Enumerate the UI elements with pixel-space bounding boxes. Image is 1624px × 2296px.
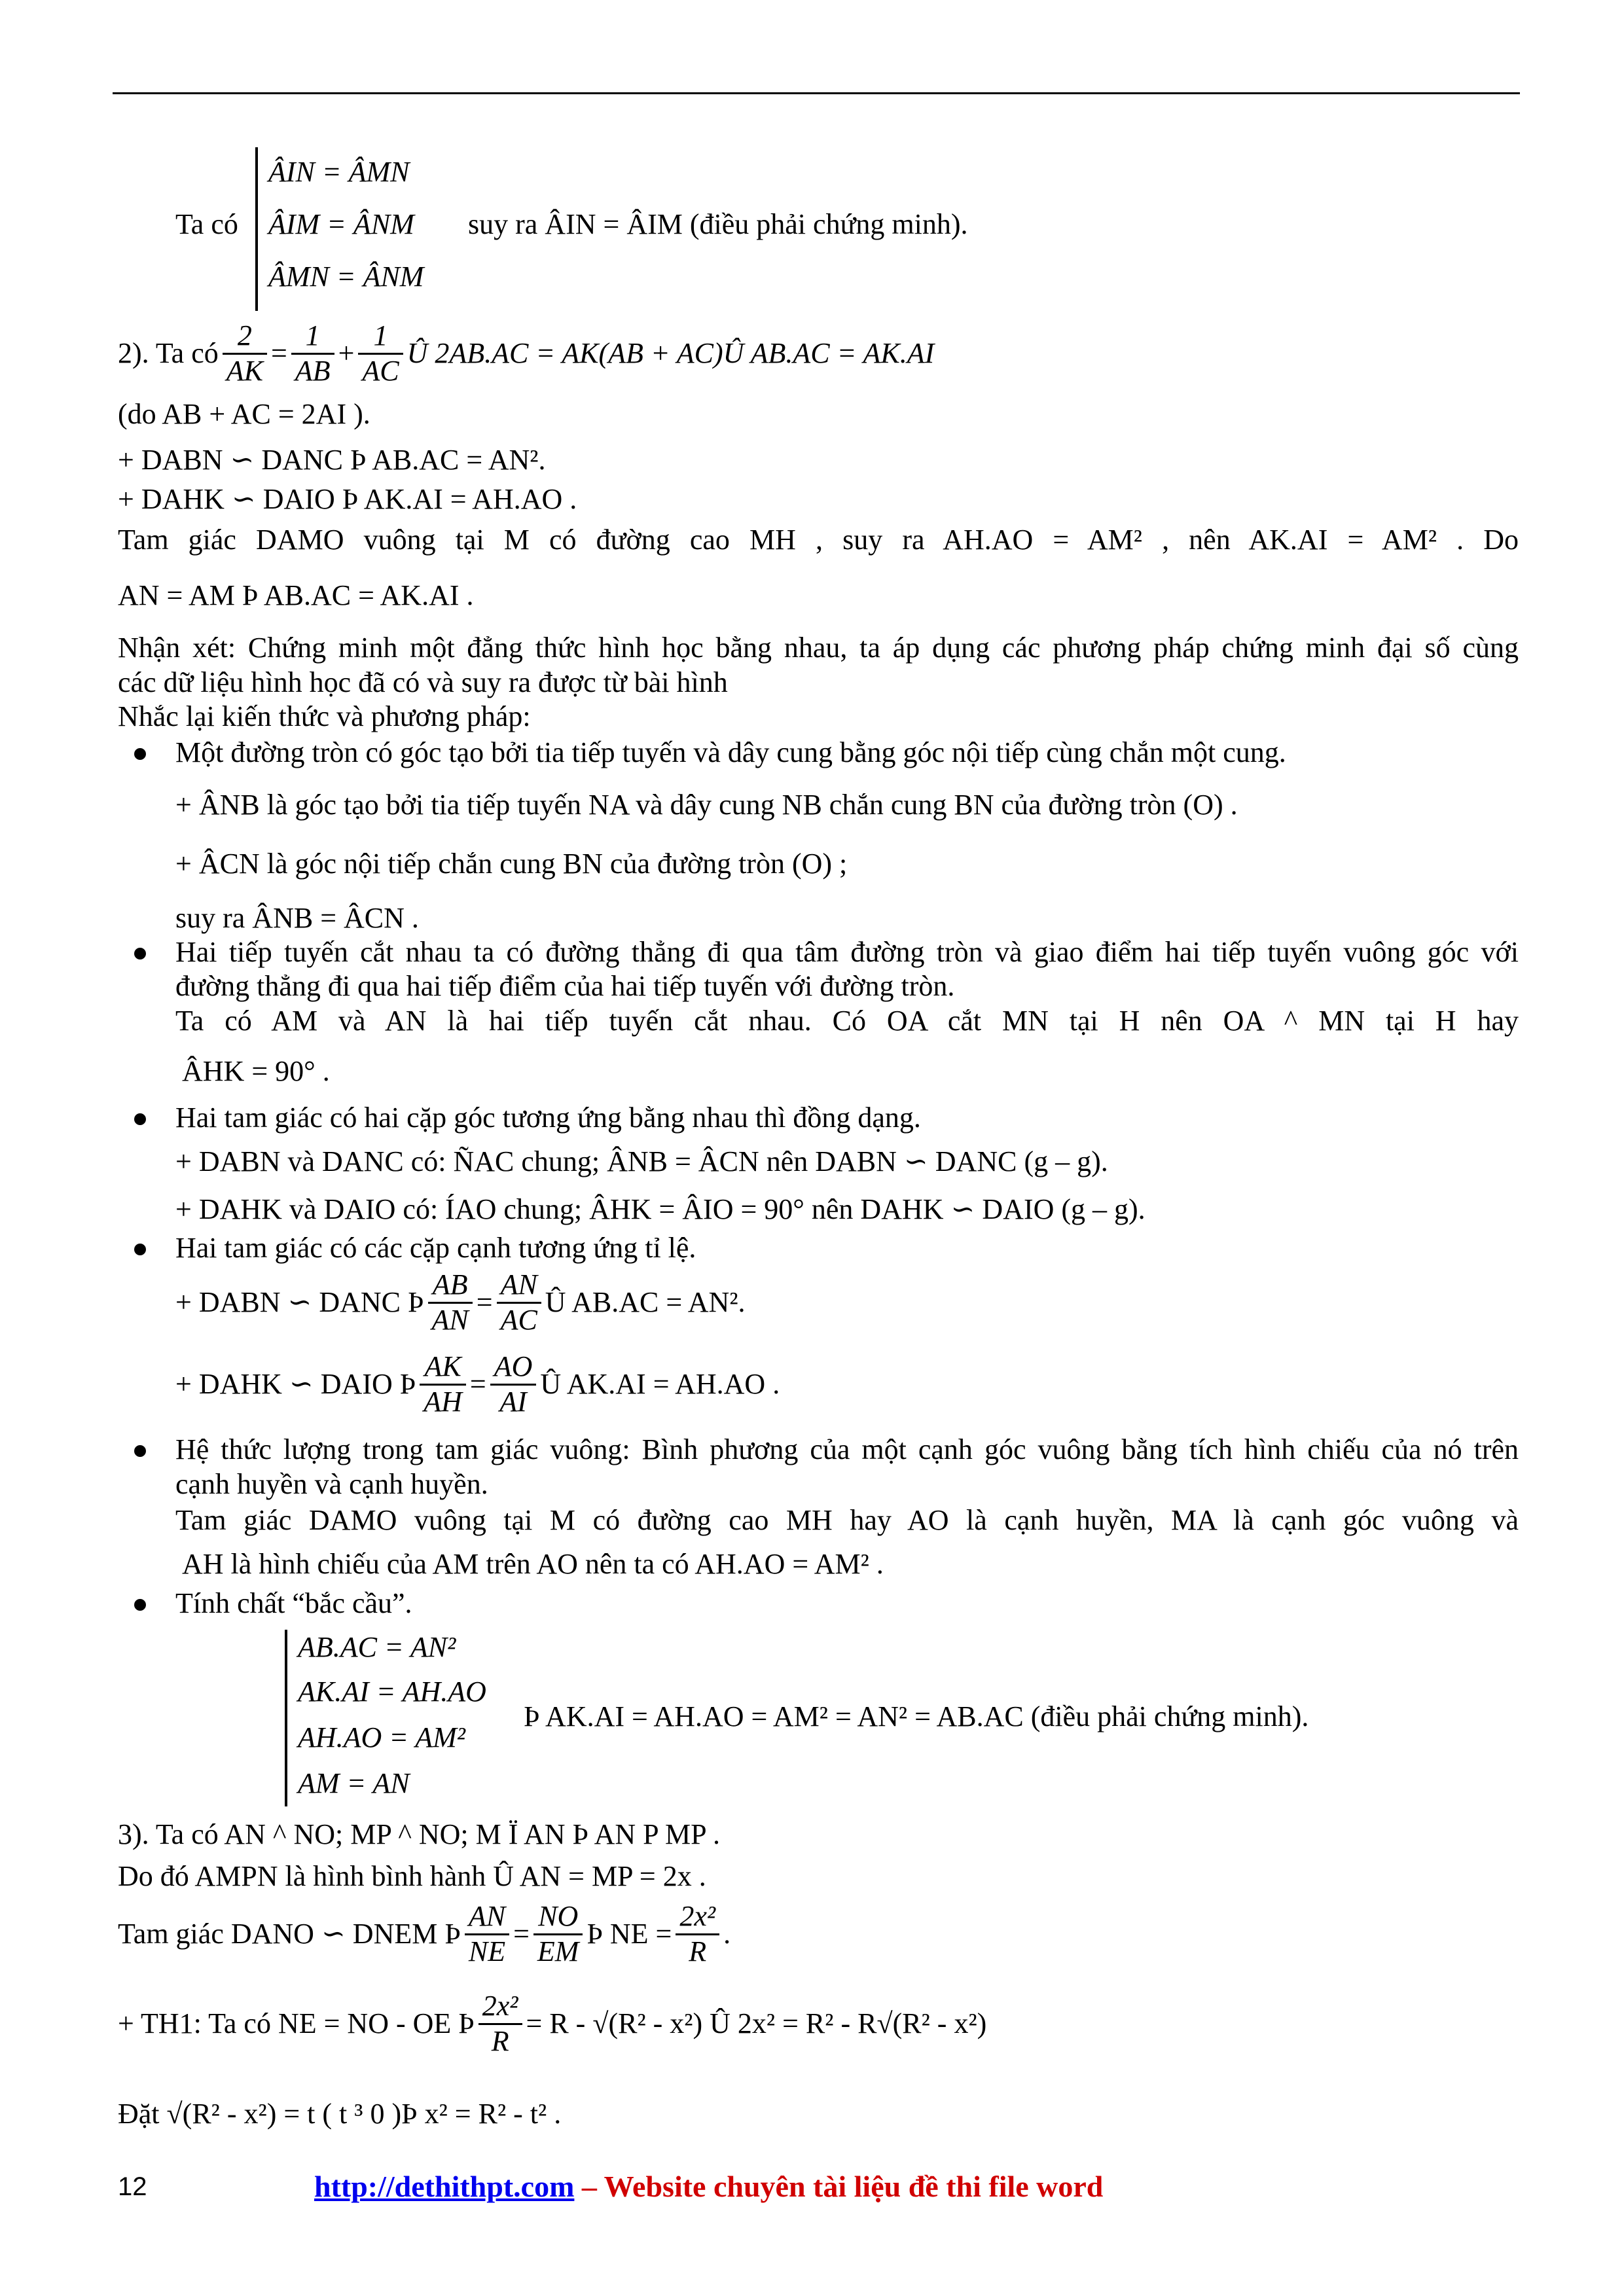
bullet-subline: Tam giác DAMO vuông tại M có đường cao MH hay AO là cạnh huyền, MA là cạnh góc vuông và [175, 1504, 1519, 1536]
footer-tagline: – Website chuyên tài liệu đề thi file word [574, 2170, 1104, 2203]
bullet-subline: + DAHK và DAIO có: ÍAO chung; ÂHK = ÂIO = 90° nên DAHK ∽ DAIO (g – g). [175, 1193, 1146, 1225]
fraction: $\frac{2}{AK}$ [223, 319, 267, 387]
page-number: 12 [118, 2172, 147, 2201]
fraction: $\frac{1}{AB}$ [291, 319, 334, 387]
fraction: $\frac{AK}{AH}$ [420, 1350, 466, 1418]
fraction: $\frac{\text{2x²}}{R}$ [676, 1900, 719, 1968]
part2-line: + DAHK ∽ DAIO Þ AK.AI = AH.AO . [118, 483, 577, 515]
bullet-subline: + DAHK ∽ DAIO Þ $\frac{AK}{AH}$ = $\frac{AO}{AI}$ Û AK.AI = AH.AO . [175, 1350, 780, 1418]
bullet-dot [134, 1599, 146, 1611]
fraction: $\frac{AN}{AC}$ [497, 1268, 541, 1336]
bridge-system-line: AK.AI = AH.AO [298, 1676, 486, 1708]
part3-line: Do đó AMPN là hình bình hành Û AN = MP = 2x . [118, 1860, 706, 1892]
bullet-text: Hai tam giác có hai cặp góc tương ứng bằng nhau thì đồng dạng. [175, 1102, 921, 1134]
bullet-text: Hai tiếp tuyến cắt nhau ta có đường thẳng đi qua tâm đường tròn và giao điểm hai tiếp tuyến vuông góc với [175, 936, 1519, 968]
part2-note: (do AB + AC = 2AI ). [118, 398, 370, 430]
bridge-system-line: AH.AO = AM² [298, 1721, 465, 1753]
bullet-dot [134, 1113, 146, 1125]
part3-line: 3). Ta có AN ^ NO; MP ^ NO; M Ï AN Þ AN P MP . [118, 1818, 720, 1850]
fraction: $\frac{1}{AC}$ [358, 319, 403, 387]
bullet-dot [134, 748, 146, 760]
bullet-text: Tính chất “bắc cầu”. [175, 1587, 412, 1619]
top-system-brace [255, 147, 258, 311]
bullet-text: Hai tam giác có các cặp cạnh tương ứng tỉ lệ. [175, 1232, 696, 1264]
bridge-system-line: AB.AC = AN² [298, 1631, 456, 1663]
bullet-subline: ÂHK = 90° . [182, 1055, 330, 1087]
bullet-text-cont: cạnh huyền và cạnh huyền. [175, 1468, 488, 1500]
bullet-subline: AH là hình chiếu của AM trên AO nên ta có AH.AO = AM² . [182, 1548, 884, 1580]
bullet-dot [134, 1445, 146, 1457]
bullet-text-cont: đường thẳng đi qua hai tiếp điểm của hai tiếp tuyến với đường tròn. [175, 970, 955, 1002]
bullet-subline: + ÂCN là góc nội tiếp chắn cung BN của đường tròn (O) ; [175, 848, 848, 880]
part3-line: Đặt √(R² - x²) = t ( t ³ 0 )Þ x² = R² - t² . [118, 2098, 562, 2130]
part2-equation: 2). Ta có $\frac{2}{AK}$ = $\frac{1}{AB}$ + $\frac{1}{AC}$ Û 2AB.AC = AK(AB + AC)Û AB.AC = AK.AI [118, 319, 935, 387]
fraction: $\frac{AN}{NE}$ [465, 1900, 509, 1968]
part2-lead: 2). Ta có [118, 336, 219, 369]
bullet-subline: + ÂNB là góc tạo bởi tia tiếp tuyến NA và dây cung NB chắn cung BN của đường tròn (O) . [175, 789, 1238, 821]
bullet-dot [134, 1244, 146, 1255]
fraction: $\frac{AB}{AN}$ [428, 1268, 473, 1336]
bullet-subline: Ta có AM và AN là hai tiếp tuyến cắt nhau. Có OA cắt MN tại H nên OA ^ MN tại H hay [175, 1005, 1519, 1037]
fraction: $\frac{AO}{AI}$ [490, 1350, 537, 1418]
bullet-subline: suy ra ÂNB = ÂCN . [175, 902, 419, 934]
part2-eq-tail: Û 2AB.AC = AK(AB + AC)Û AB.AC = AK.AI [406, 336, 935, 369]
part2-line: Tam giác DAMO vuông tại M có đường cao MH , suy ra AH.AO = AM² , nên AK.AI = AM² . Do [118, 524, 1519, 556]
footer-banner [314, 2170, 1103, 2204]
part3-line: + TH1: Ta có NE = NO - OE Þ $\frac{\text{2x²}}{R}$ = R - √(R² - x²) Û 2x² = R² - R√(R² - x²) [118, 1990, 987, 2057]
top-system-line: ÂIN = ÂMN [268, 156, 410, 188]
bullet-text: Hệ thức lượng trong tam giác vuông: Bình phương của một cạnh góc vuông bằng tích hình chiếu của nó trên [175, 1433, 1519, 1465]
top-prefix: Ta có [175, 208, 238, 240]
recall-heading: Nhắc lại kiến thức và phương pháp: [118, 700, 531, 732]
remark-paragraph-cont: các dữ liệu hình học đã có và suy ra được từ bài hình [118, 666, 728, 698]
top-conclusion: suy ra ÂIN = ÂIM (điều phải chứng minh). [468, 208, 968, 240]
bullet-subline: + DABN ∽ DANC Þ $\frac{AB}{AN}$ = $\frac{AN}{AC}$ Û AB.AC = AN². [175, 1268, 746, 1336]
header-rule [113, 92, 1520, 94]
bullet-text: Một đường tròn có góc tạo bởi tia tiếp tuyến và dây cung bằng góc nội tiếp cùng chắn một cung. [175, 736, 1286, 768]
bridge-system-brace [285, 1630, 287, 1806]
bridge-system-line: AM = AN [298, 1767, 410, 1799]
fraction: $\frac{\text{2x²}}{R}$ [478, 1990, 522, 2058]
part3-line: Tam giác DANO ∽ DNEM Þ $\frac{AN}{NE}$ = $\frac{NO}{EM}$ Þ NE = $\frac{\text{2x²}}{R}$ . [118, 1900, 731, 1967]
fraction: $\frac{NO}{EM}$ [533, 1900, 583, 1968]
part2-line: AN = AM Þ AB.AC = AK.AI . [118, 579, 474, 611]
remark-paragraph: Nhận xét: Chứng minh một đẳng thức hình học bằng nhau, ta áp dụng các phương pháp chứng minh đại số cùng [118, 632, 1519, 664]
top-system-line: ÂMN = ÂNM [268, 260, 424, 293]
part2-line: + DABN ∽ DANC Þ AB.AC = AN². [118, 444, 546, 476]
bullet-dot [134, 948, 146, 960]
bullet-subline: + DABN và DANC có: ÑAC chung; ÂNB = ÂCN nên DABN ∽ DANC (g – g). [175, 1145, 1108, 1177]
footer-url-link[interactable]: http://dethithpt.com [314, 2170, 575, 2203]
top-system-line: ÂIM = ÂNM [268, 208, 414, 240]
bridge-conclusion: Þ AK.AI = AH.AO = AM² = AN² = AB.AC (điều phải chứng minh). [524, 1700, 1309, 1732]
